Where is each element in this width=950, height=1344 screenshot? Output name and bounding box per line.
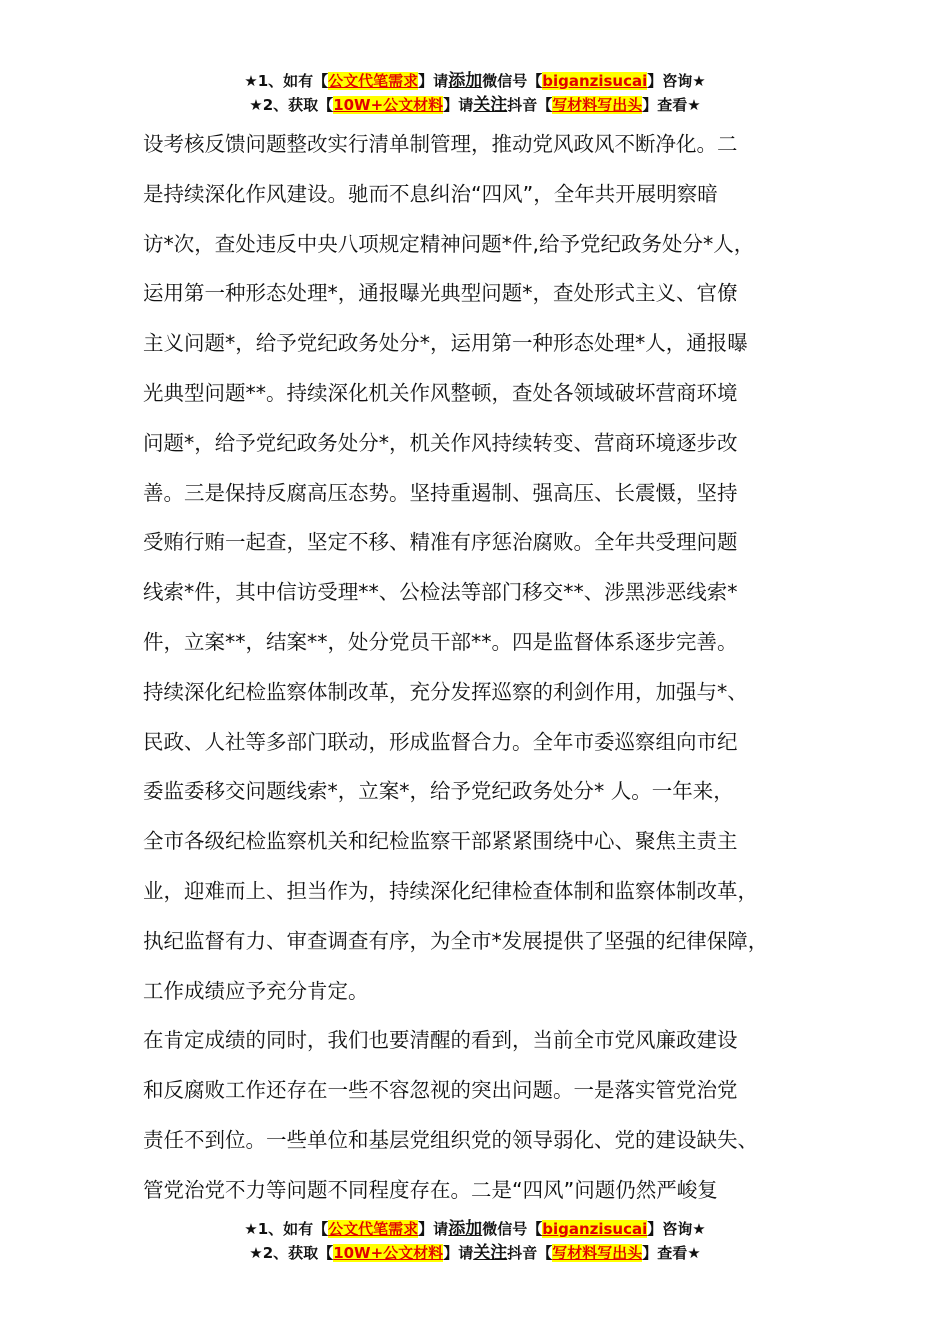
text: 抖音【: [507, 96, 553, 114]
text-line: 民政、人社等多部门联动，形成监督合力。全年市委巡察组向市纪: [143, 729, 738, 754]
text-line: 全市各级纪检监察机关和纪检监察干部紧紧围绕中心、聚焦主责主: [143, 829, 738, 854]
text-line: 业，迎难而上、担当作为，持续深化纪律检查体制和监察体制改革，: [143, 878, 758, 903]
text: 】咨询★: [647, 72, 706, 90]
text: ★1、如有【: [244, 1220, 329, 1238]
text: 关注: [473, 95, 508, 115]
text-line: 件，立案**，结案**，处分党员干部**。四是监督体系逐步完善。: [143, 629, 738, 654]
wechat-id: biganzisucai: [542, 1220, 648, 1238]
text-line: 责任不到位。一些单位和基层党组织党的领导弱化、党的建设缺失、: [143, 1127, 758, 1152]
text-line: 主义问题*，给予党纪政务处分*，运用第一种形态处理*人，通报曝: [143, 331, 748, 356]
douyin-id: 写材料写出头: [552, 96, 643, 114]
highlight: 公文代笔需求: [328, 1220, 419, 1238]
text: 抖音【: [507, 1244, 553, 1262]
text-line: 受贿行贿一起查，坚定不移、精准有序惩治腐败。全年共受理问题: [143, 530, 738, 555]
highlight: 公文代笔需求: [328, 72, 419, 90]
text: 】请: [443, 1244, 474, 1262]
text: 】请: [418, 1220, 449, 1238]
text: 关注: [473, 1243, 508, 1263]
text-line: 线索*件，其中信访受理**、公检法等部门移交**、涉黑涉恶线索*: [143, 580, 738, 605]
text: 】请: [443, 96, 474, 114]
promo-banner-bottom: [0, 1217, 950, 1265]
text-line: 和反腐败工作还存在一些不容忽视的突出问题。一是落实管党治党: [143, 1078, 738, 1103]
text-line: 设考核反馈问题整改实行清单制管理，推动党风政风不断净化。二: [143, 132, 738, 156]
promo-line-1: [0, 69, 950, 93]
wechat-id: biganzisucai: [542, 72, 648, 90]
text-line: 持续深化纪检监察体制改革，充分发挥巡察的利剑作用，加强与*、: [143, 679, 748, 704]
promo-line-1: [0, 1217, 950, 1241]
text-line: 善。三是保持反腐高压态势。坚持重遏制、强高压、长震慑，坚持: [143, 480, 738, 505]
text: 】咨询★: [647, 1220, 706, 1238]
text: 微信号【: [482, 1220, 543, 1238]
text: 】查看★: [642, 96, 701, 114]
text-line: 是持续深化作风建设。驰而不息纠治“四风”，全年共开展明察暗: [143, 181, 718, 206]
text-line: 光典型问题**。持续深化机关作风整顿，查处各领域破坏营商环境: [143, 380, 738, 405]
promo-line-2: [0, 93, 950, 117]
text: 添加: [448, 1219, 483, 1239]
promo-banner-top: [0, 69, 950, 117]
text: 微信号【: [482, 72, 543, 90]
text: 】请: [418, 72, 449, 90]
text: ★2、获取【: [249, 96, 334, 114]
text: ★2、获取【: [249, 1244, 334, 1262]
highlight: 10W+公文材料: [333, 1244, 444, 1262]
text-line: 在肯定成绩的同时，我们也要清醒的看到，当前全市党风廉政建设: [143, 1028, 738, 1053]
text: 】查看★: [642, 1244, 701, 1262]
text-line: 管党治党不力等问题不同程度存在。二是“四风”问题仍然严峻复: [143, 1177, 718, 1202]
highlight: 10W+公文材料: [333, 96, 444, 114]
promo-line-2: [0, 1241, 950, 1265]
text-line: 工作成绩应予充分肯定。: [143, 978, 369, 1003]
text-line: 委监委移交问题线索*，立案*，给予党纪政务处分* 人。一年来，: [143, 779, 734, 804]
text-line: 访*次，查处违反中央八项规定精神问题*件,给予党纪政务处分*人，: [143, 231, 755, 256]
document-body: [143, 120, 843, 1216]
text: ★1、如有【: [244, 72, 329, 90]
douyin-id: 写材料写出头: [552, 1244, 643, 1262]
text: 添加: [448, 71, 483, 91]
text-line: 执纪监督有力、审查调查有序，为全市*发展提供了坚强的纪律保障，: [143, 928, 769, 953]
text-line: 运用第一种形态处理*，通报曝光典型问题*，查处形式主义、官僚: [143, 281, 738, 306]
text-line: 问题*，给予党纪政务处分*，机关作风持续转变、营商环境逐步改: [143, 430, 738, 455]
